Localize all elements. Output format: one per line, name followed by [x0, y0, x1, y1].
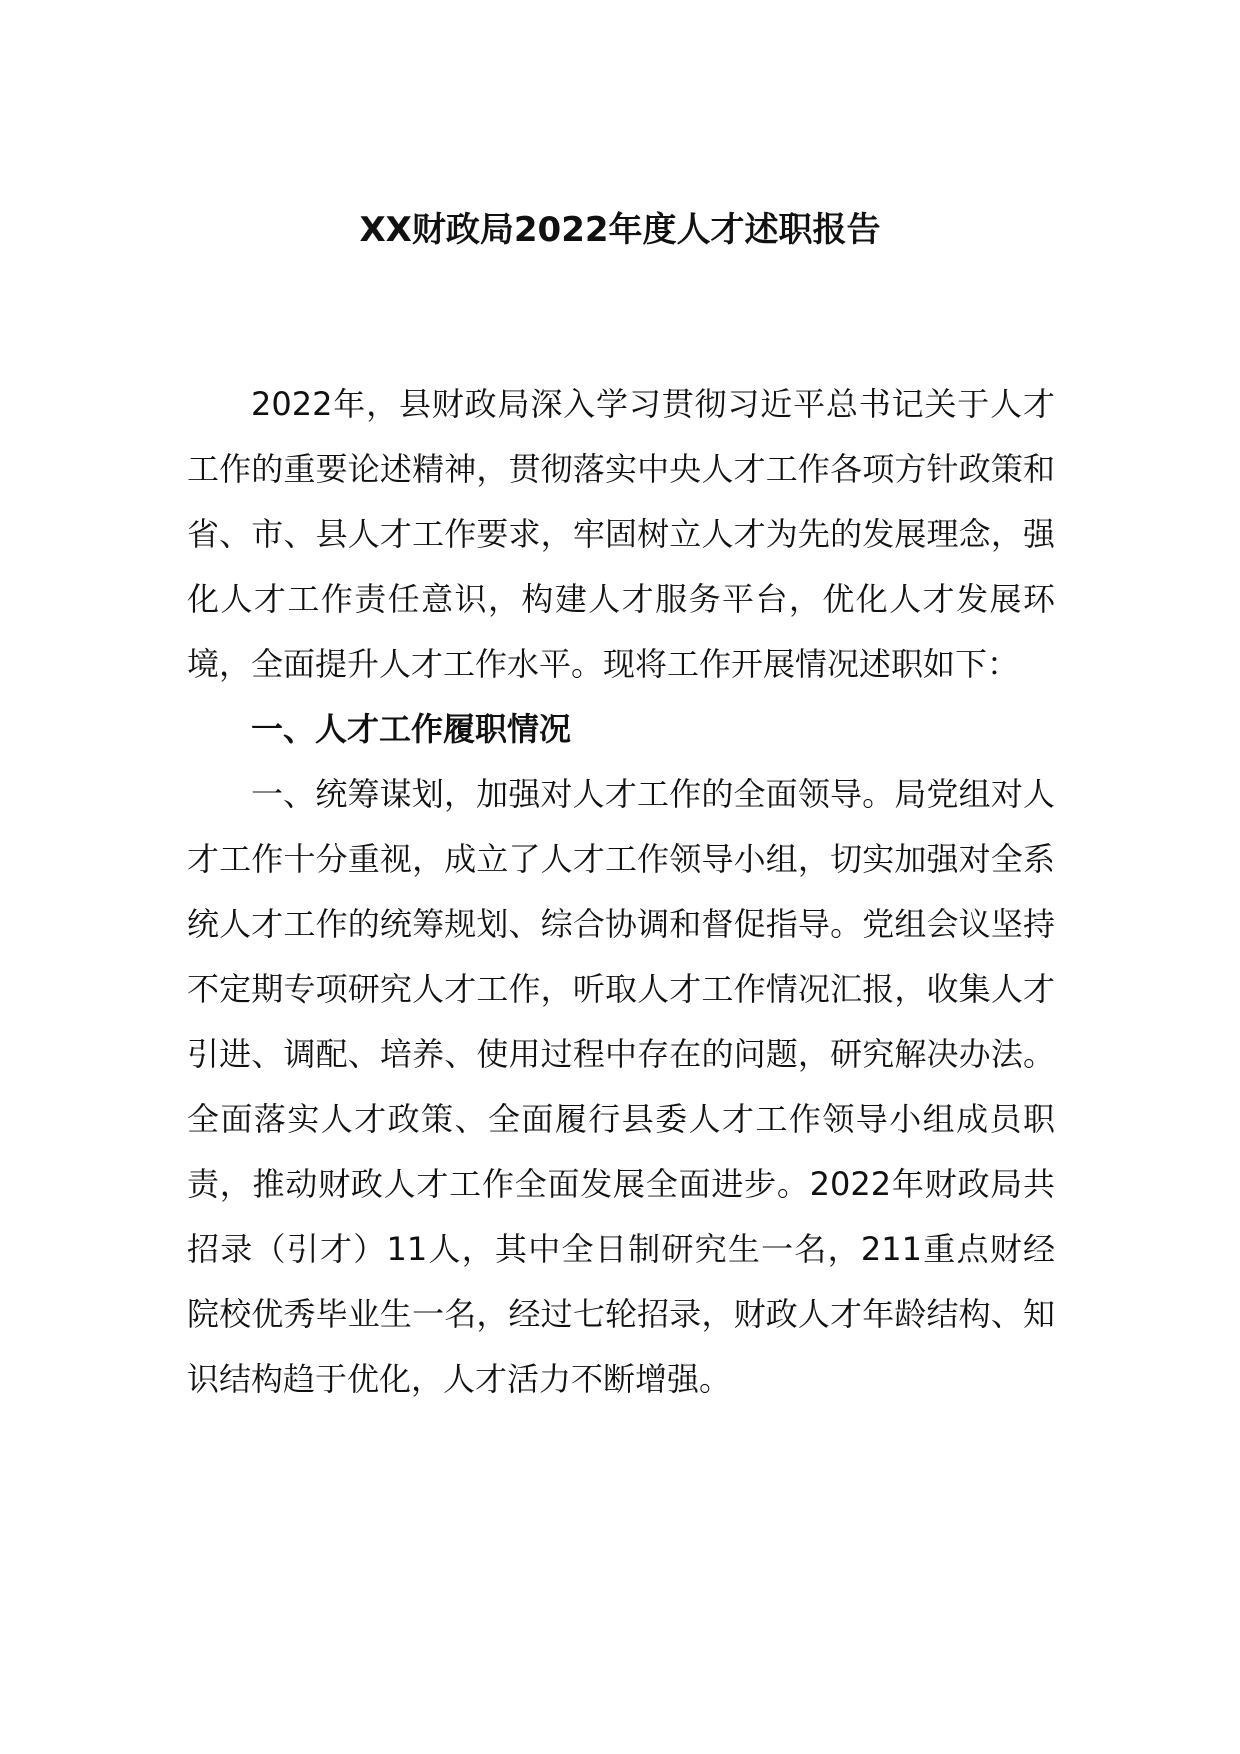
intro-paragraph: 2022年，县财政局深入学习贯彻习近平总书记关于人才工作的重要论述精神，贯彻落实中央人才工作各项方针政策和省、市、县人才工作要求，牢固树立人才为先的发展理念，强化人才工作责任意识，构建人才服务平台，优化人才发展环境，全面提升人才工作水平。现将工作开展情况述职如下： [187, 385, 1055, 683]
section-paragraph: 一、统筹谋划，加强对人才工作的全面领导。局党组对人才工作十分重视，成立了人才工作领导小组，切实加强对全系统人才工作的统筹规划、综合协调和督促指导。党组会议坚持不定期专项研究人才工作，听取人才工作情况汇报，收集人才引进、调配、培养、使用过程中存在的问题，研究解决办法。全面落实人才政策、全面履行县委人才工作领导小组成员职责，推动财政人才工作全面发展全面进步。2022年财政局共招录（引才）11人，其中全日制研究生一名，211重点财经院校优秀毕业生一名，经过七轮招录，财政人才年龄结构、知识结构趋于优化，人才活力不断增强。 [187, 775, 1055, 1398]
document-body [187, 372, 1055, 1412]
document-title: XX财政局2022年度人才述职报告 [359, 210, 881, 250]
section-heading: 一、人才工作履职情况 [251, 710, 572, 748]
